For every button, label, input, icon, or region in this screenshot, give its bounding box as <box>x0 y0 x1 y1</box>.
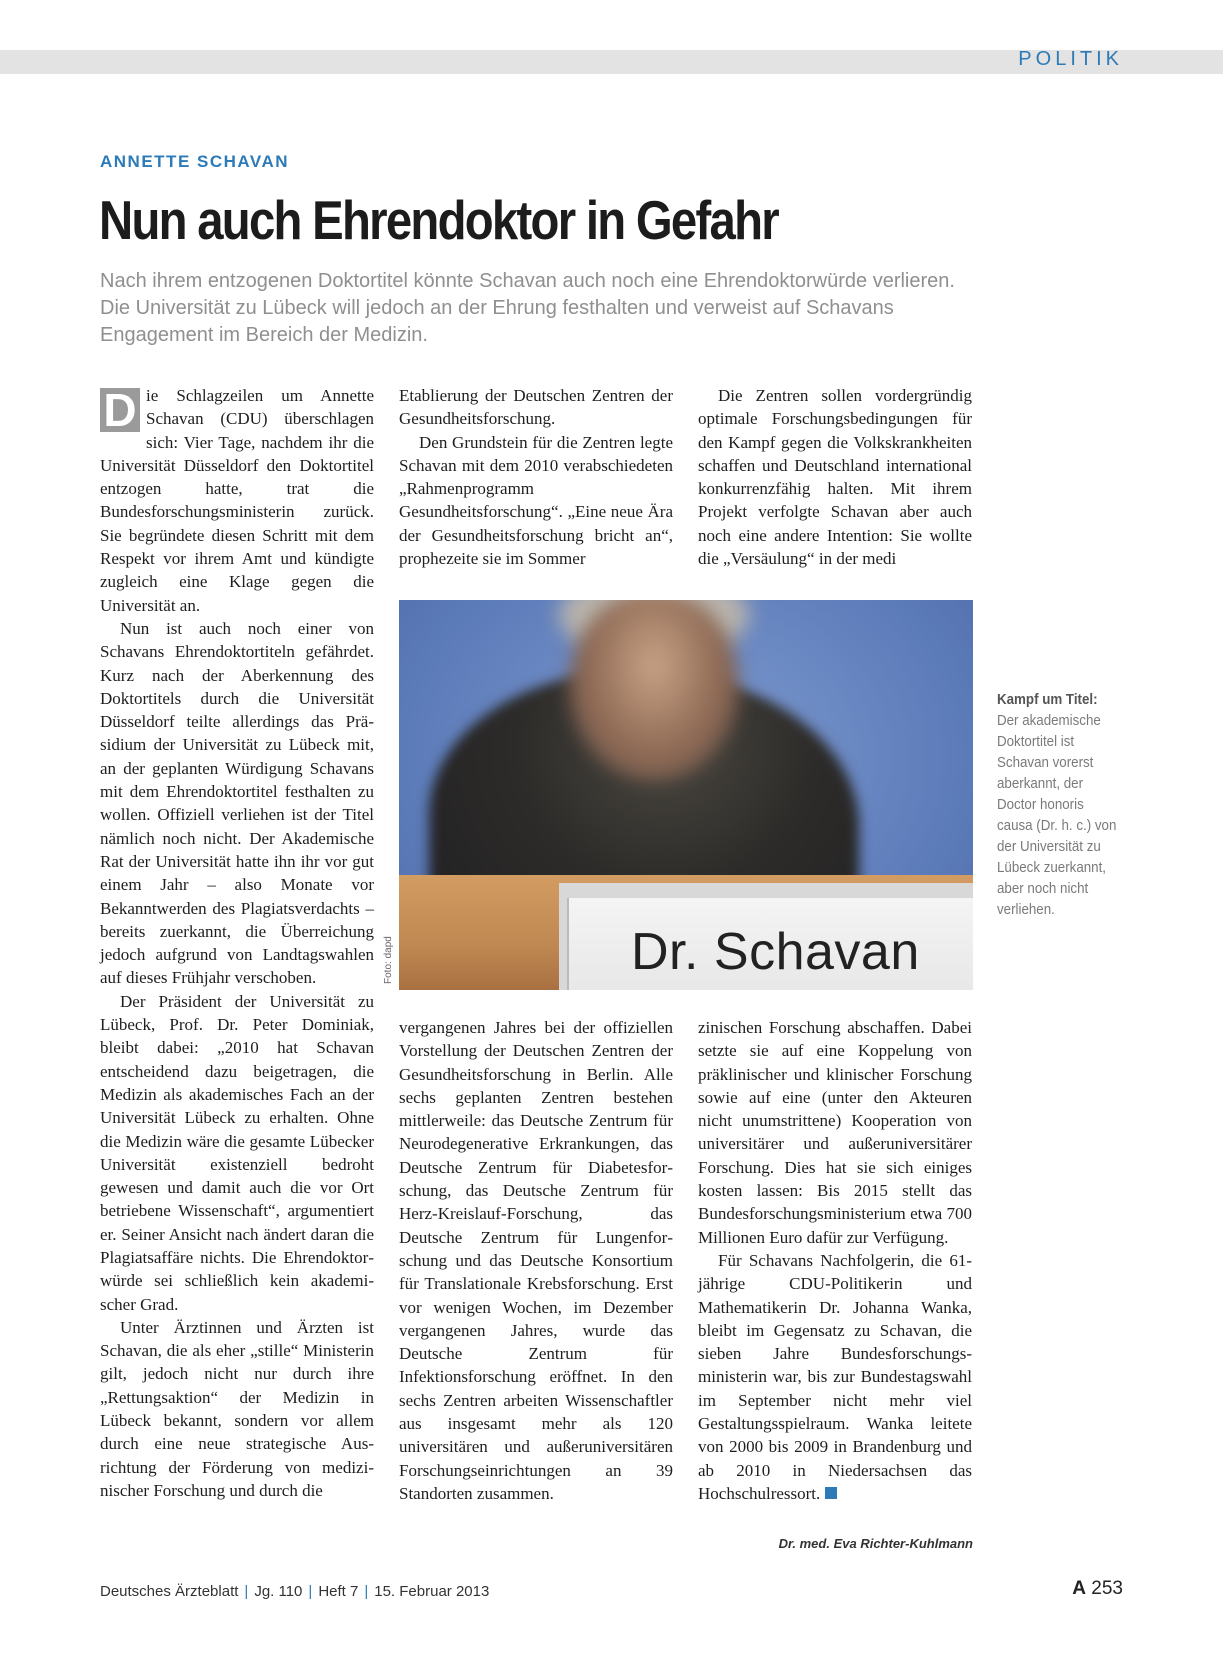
column-3-top <box>698 384 972 570</box>
paragraph: zinischen Forschung abschaffen. Dabei setzte sie auf eine Koppelung von präklinischer und klinischer Forschung sowie auf eine (unter den Akteuren nicht unumstrittene) Kooperation von universitärer und außeruniversitärer Forschung. Dies hat sie sich einiges kosten lassen: Bis 2015 stellt das Bundesforschungsministerium etwa 700 Millionen Euro dafür zur Verfügung. <box>698 1018 972 1247</box>
paragraph-text: Für Schavans Nachfolgerin, die 61-jährige CDU-Politikerin und Mathematikerin Dr. Johanna Wanka, bleibt im Gegensatz zu Schavan, die sieben Jahre Bundesforschungsministerin war, bis zur Bundestagswahl im September nicht mehr viel Gestaltungsspielraum. Wanka leitete von 2000 bis 2009 in Brandenburg und ab 2010 in Niedersachsen das Hochschulressort. <box>698 1250 972 1503</box>
article-headline: Nun auch Ehrendoktor in Gefahr <box>99 189 778 251</box>
column-1 <box>100 384 374 1502</box>
column-3-bottom <box>698 1016 972 1505</box>
page-prefix: A <box>1072 1578 1087 1599</box>
article-kicker: ANNETTE SCHAVAN <box>100 152 290 171</box>
dropcap: D <box>100 388 140 432</box>
photo-credit: Foto: dapd <box>383 936 394 984</box>
volume: Jg. 110 <box>254 1583 303 1600</box>
paragraph-text: ie Schlagzeilen um Annette Schavan (CDU) überschlagen sich: Vier Tage, nachdem ihr die Universität Düsseldorf den Doktortitel entzogen hatte, trat die Bundesforschungsministerin zurück. Sie begründete diesen Schritt mit dem Respekt vor ihrem Amt und kündigte zugleich eine Klage gegen die Universität an. <box>100 386 374 615</box>
paragraph: Der Präsident der Universität zu Lübeck, Prof. Dr. Peter Dominiak, bleibt dabei: „2010 hat Schavan entscheidend dazu beigetragen, die Medizin als akademisches Fach an der Universität Lübeck zu erhalten. Ohne die Medizin wäre die gesamte Lübecker Universität existenziell bedroht gewesen und damit auch die vor Ort betriebene Wissenschaft“, argumentiert er. Seiner Ansicht nach ändert daran die Plagiatsaffäre nichts. Die Ehrendoktorwürde sei schließlich kein akademischer Grad. <box>100 991 374 1314</box>
footer-separator: | <box>364 1583 369 1600</box>
end-mark-icon <box>825 1487 837 1499</box>
paragraph: Die Zentren sollen vordergründig optimale Forschungsbedingungen für den Kampf gegen die Volkskrankheiten schaffen und Deutschland international konkurrenzfähig halten. Mit ihrem Projekt verfolgte Schavan aber auch noch eine andere Intention: Sie wollte die „Versäulung“ in der medi <box>698 386 972 569</box>
article-author: Dr. med. Eva Richter-Kuhlmann <box>778 1536 973 1551</box>
column-2-bottom <box>399 1016 673 1505</box>
footer-separator: | <box>244 1583 249 1600</box>
paragraph: Den Grundstein für die Zentren legte Schavan mit dem 2010 verabschiedeten „Rahmenprogramm Gesundheitsforschung“. „Eine neue Ära der Gesundheitsforschung bricht an“, prophezeite sie im Sommer <box>399 432 673 569</box>
footer-separator: | <box>308 1583 313 1600</box>
issue-date: 15. Februar 2013 <box>374 1583 490 1600</box>
paragraph <box>698 1249 972 1505</box>
caption-title: Kampf um Titel: <box>997 692 1098 708</box>
article-photo <box>399 600 973 990</box>
issue: Heft 7 <box>318 1583 359 1600</box>
caption-text: Der akademische Doktortitel ist Schavan vorerst aberkannt, der Doctor honoris causa (Dr. h. c.) von der Universität zu Lübeck zuerkannt, aber noch nicht verliehen. <box>997 713 1117 918</box>
column-2-top <box>399 384 673 570</box>
publication-name: Deutsches Ärzteblatt <box>100 1583 239 1600</box>
page-number-value: 253 <box>1091 1578 1123 1599</box>
page-number <box>1072 1578 1123 1600</box>
paragraph: Nun ist auch noch einer von Schavans Ehrendoktortiteln gefährdet. Kurz nach der Aberkennung des Doktortitels durch die Universität Düsseldorf teilte allerdings das Präsidium der Universität zu Lübeck mit, an der geplanten Würdigung Schavans mit dem Ehrendoktortitel festhalten zu wollen. Offiziell verliehen ist der Titel nämlich noch nicht. Der Akademische Rat der Universität hatte ihn ihr vor gut einem Jahr – also Monate vor Bekanntwerden des Plagiatsverdachts – bereits zuerkannt, die Überreichung jedoch aufgrund von Landtagswahlen auf dieses Frühjahr verschoben. <box>100 618 374 988</box>
paragraph <box>100 384 374 617</box>
name-plate-text: Dr. Schavan <box>631 923 920 981</box>
paragraph: vergangenen Jahres bei der offiziellen Vorstellung der Deutschen Zentren der Gesundheitsforschung in Berlin. Alle sechs geplanten Zentren bestehen mittlerweile: das Deutsche Zentrum für Neurodegenerative Erkrankungen, das Deutsche Zentrum für Diabetesforschung, das Deutsche Zentrum für Herz-Kreislauf-Forschung, das Deutsche Zentrum für Lungenforschung und das Deutsche Konsortium für Translationale Krebsforschung. Erst vor wenigen Wochen, im Dezember vergangenen Jahres, wurde das Deutsche Zentrum für Infektionsforschung eröffnet. In den sechs Zentren arbeiten Wissenschaftler aus insgesamt mehr als 120 universitären und außeruniversitären Forschungseinrichtungen an 39 Standorten zusammen. <box>399 1018 673 1503</box>
photo-caption <box>997 690 1117 921</box>
footer <box>100 1583 489 1600</box>
article-lead: Nach ihrem entzogenen Doktortitel könnte Schavan auch noch eine Ehrendoktorwürde verlieren. Die Universität zu Lübeck will jedoch an der Ehrung festhalten und verweist auf Schavans Engagement im Bereich der Medizin. <box>100 270 955 346</box>
paragraph: Unter Ärztinnen und Ärzten ist Schavan, die als eher „stille“ Ministerin gilt, jedoch nicht nur durch ihre „Rettungsaktion“ der Medizin in Lübeck bekannt, sondern vor allem durch eine neue strategische Ausrichtung der Förderung von medizinischer Forschung und durch die <box>100 1317 374 1500</box>
section-label: POLITIK <box>1018 48 1123 70</box>
paragraph: Etablierung der Deutschen Zentren der Gesundheitsforschung. <box>399 386 673 429</box>
